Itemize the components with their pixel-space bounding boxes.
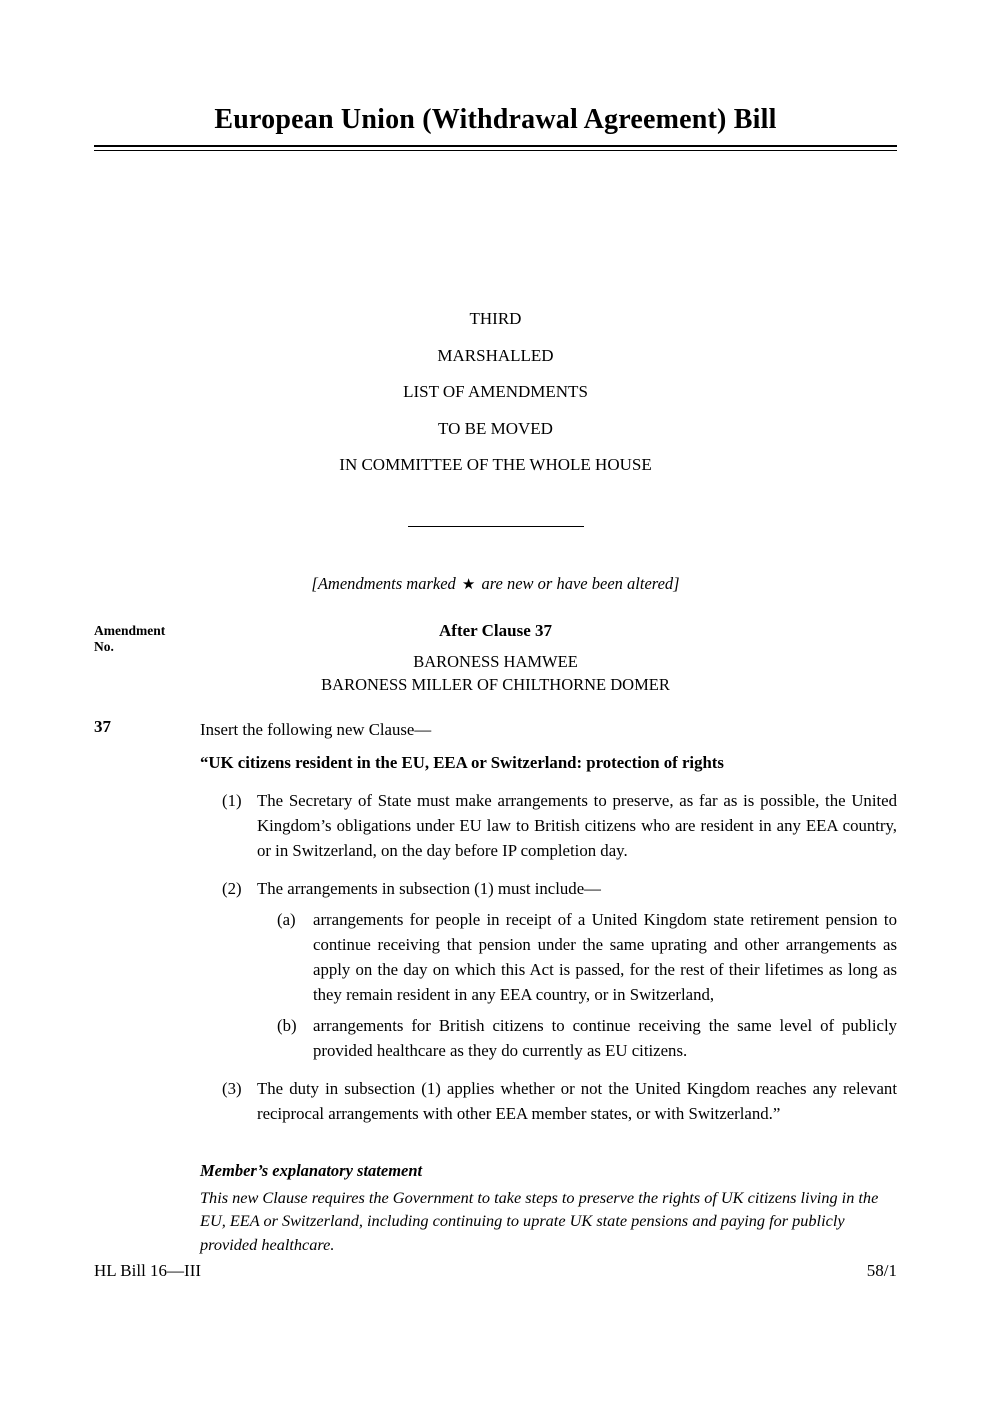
subclause-letter: (a) [277,909,296,929]
clause-2b [277,1013,897,1063]
marshalled-list-heading [94,301,897,484]
bill-title: European Union (Withdrawal Agreement) Bill [214,104,777,135]
after-clause-heading: After Clause 37 [439,620,552,640]
title-rule [94,145,897,151]
subclause-text: arrangements for people in receipt of a United Kingdom state retirement pension to continue receiving that pension under the same uprating and other arrangements as apply on the day on which this Act is passed, for the rest of their lifetimes as long as they remain resident in any EEA country, or in Switzerland, [313,909,897,1004]
new-clause-title: “UK citizens resident in the EU, EEA or Switzerland: protection of rights [200,752,724,772]
clause-number: (2) [222,878,242,898]
clause-text: The duty in subsection (1) applies whether or not the United Kingdom reaches any relevant reciprocal arrangements with other EEA member states, or with Switzerland.” [257,1078,897,1123]
explanatory-statement-body: This new Clause requires the Government to take steps to preserve the rights of UK citizens living in the EU, EEA or Switzerland, including continuing to uprate UK state pensions and paying for publicly provided healthcare. [200,1187,879,1254]
amendment-instruction: Insert the following new Clause— [200,719,432,739]
note-suffix: are new or have been altered] [477,573,680,593]
sponsor-name: BARONESS HAMWEE [413,651,578,671]
clause-3 [222,1076,897,1126]
heading-line: MARSHALLED [437,345,554,365]
amendment-37 [94,717,897,742]
sponsor-name: BARONESS MILLER OF CHILTHORNE DOMER [321,675,670,694]
sponsor-list [94,650,897,697]
amendments-marked-note [94,574,897,594]
heading-line: THIRD [469,309,522,328]
clause-text: The Secretary of State must make arrangements to preserve, as far as is possible, the United Kingdom’s obligations under EU law to British citizens who are resident in any EEA country, or in Switzerland, on the day before IP completion day. [257,790,897,860]
section-heading-row [94,620,897,654]
clause-number: (1) [222,790,242,810]
heading-line: TO BE MOVED [438,418,553,438]
amendment-no-label-line1: Amendment [94,622,166,638]
heading-line: LIST OF AMENDMENTS [403,382,588,401]
amendment-number: 37 [94,716,111,736]
amendment-no-column-label [94,623,165,655]
subclause-text: arrangements for British citizens to continue receiving the same level of publicly provided healthcare as they do currently as EU citizens. [313,1015,897,1060]
note-prefix: [Amendments marked [311,573,460,593]
page-footer [94,1261,897,1281]
explanatory-statement [200,1159,897,1257]
section-divider [408,526,584,527]
subclause-letter: (b) [277,1015,297,1035]
explanatory-statement-heading: Member’s explanatory statement [200,1160,423,1180]
star-icon: ★ [461,576,476,593]
clause-number: (3) [222,1078,242,1098]
amendment-no-label-line2: No. [94,638,114,654]
clause-1 [222,788,897,863]
bill-reference: HL Bill 16—III [94,1261,202,1280]
clause-2a [277,907,897,1007]
page-number: 58/1 [866,1261,897,1280]
clause-text: The arrangements in subsection (1) must include— [257,878,601,898]
heading-line: IN COMMITTEE OF THE WHOLE HOUSE [339,455,652,474]
clause-2 [222,876,897,901]
